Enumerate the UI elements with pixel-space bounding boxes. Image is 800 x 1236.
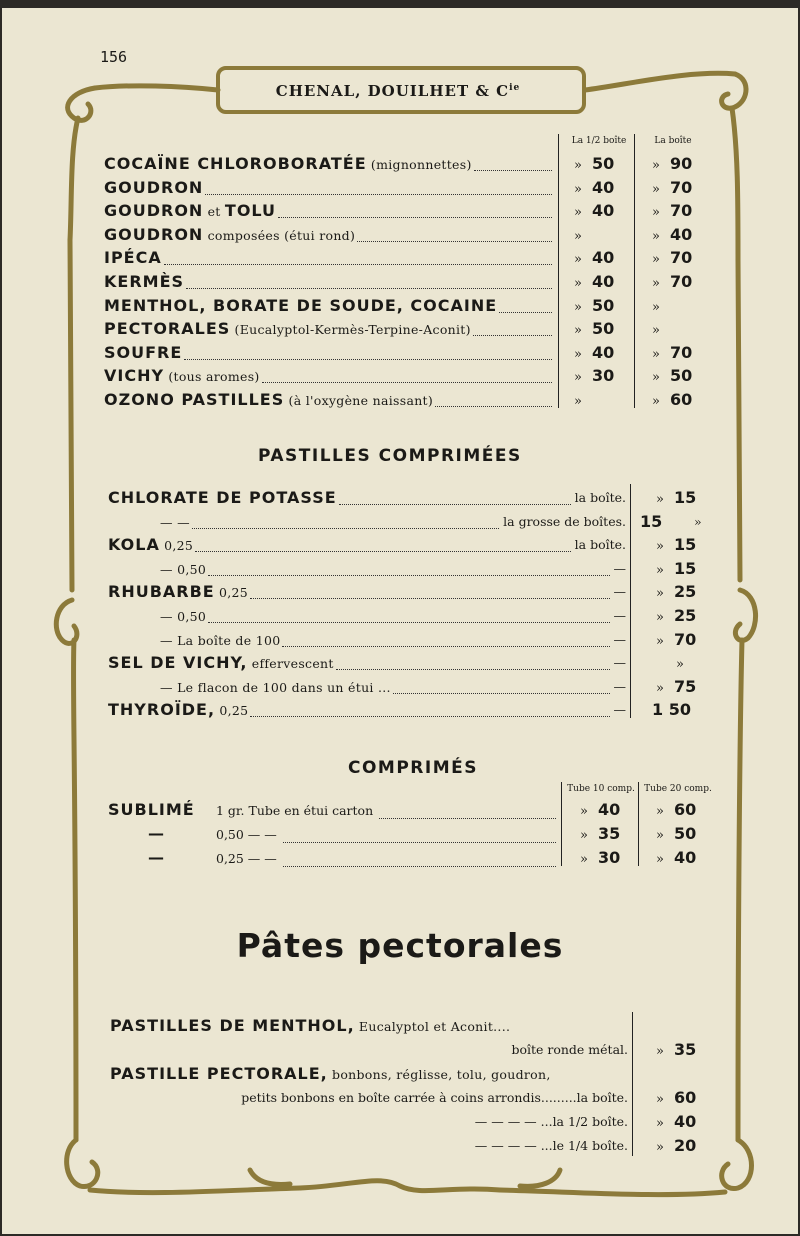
quote-mark: » (574, 158, 582, 173)
quote-mark: » (574, 205, 582, 221)
quote-mark: » (656, 828, 664, 843)
quote-mark: » (652, 323, 660, 339)
product-detail: — — — — ...le 1/4 boîte. (474, 1138, 628, 1153)
product-name (108, 535, 193, 554)
price (656, 677, 696, 696)
product-name-text: GOUDRON (104, 177, 204, 197)
quote-mark: » (574, 181, 582, 197)
price (656, 1088, 696, 1107)
product-name (108, 653, 334, 672)
col-header-tube10: Tube 10 comp. (567, 784, 635, 794)
price-half-box (574, 178, 614, 197)
quote-mark: » (574, 252, 582, 268)
product-name (160, 512, 190, 531)
product-name-text: IPÉCA (104, 248, 162, 268)
price-value: 15 (673, 488, 697, 507)
dot-leader (282, 646, 609, 647)
price-half-box (574, 390, 592, 409)
product-desc: 1 gr. Tube en étui carton (216, 803, 374, 818)
price-value: 40 (591, 177, 615, 197)
quote-mark: » (652, 370, 660, 386)
price-value: 60 (673, 800, 697, 819)
price (656, 559, 696, 578)
dot-leader (192, 528, 499, 529)
product-desc: 0,25 (159, 538, 194, 554)
unit-label: — (613, 608, 626, 623)
product-desc: effervescent (247, 656, 334, 672)
publisher-suffix: C (496, 82, 510, 100)
quote-mark: » (652, 205, 660, 221)
product-desc: (Eucalyptol-Kermès-Terpine-Aconit) (230, 322, 471, 338)
product-name-text: SEL DE VICHY, (108, 653, 248, 673)
price-half-box (574, 366, 614, 385)
product-name-text: GOUDRON (104, 224, 204, 244)
price-box (652, 319, 670, 338)
product-desc: (tous aromes) (164, 369, 260, 385)
price-tube20 (656, 800, 696, 819)
price-value: 30 (597, 848, 621, 867)
dot-leader (499, 312, 552, 313)
product-detail: petits bonbons en boîte carrée à coins arrondis.........la boîte. (241, 1090, 628, 1105)
product-desc: — — (160, 514, 190, 530)
product-name-text: CHLORATE DE POTASSE (108, 488, 337, 507)
quote-mark: » (652, 252, 660, 268)
dot-leader (250, 716, 609, 717)
product-name (104, 248, 162, 267)
price-value: 30 (591, 366, 615, 386)
price-half-box (574, 296, 614, 315)
unit-label: la boîte. (574, 490, 626, 505)
price-value: 75 (673, 676, 697, 696)
price-half-box (574, 272, 614, 291)
product-desc: 0,25 — — (216, 851, 277, 866)
product-detail: boîte ronde métal. (511, 1042, 628, 1057)
price-value: 35 (597, 824, 621, 843)
product-desc: 0,50 — — (216, 827, 277, 842)
price-value: 15 (673, 558, 697, 578)
col-header-tube20: Tube 20 comp. (644, 784, 712, 794)
product-name (110, 1016, 510, 1035)
price-box (652, 225, 692, 244)
product-name (104, 366, 260, 385)
price (676, 653, 694, 672)
product-name-text: GOUDRON (104, 201, 204, 221)
price-value: 15 (673, 535, 697, 555)
publisher-suffix-sup: ie (509, 83, 521, 93)
price-box (652, 296, 670, 315)
section-title-comprimes: COMPRIMÉS (348, 758, 478, 778)
quote-mark: » (574, 346, 582, 362)
product-desc: 0,25 (215, 703, 249, 719)
price-value: 25 (673, 606, 697, 625)
product-desc: — 0,50 (160, 561, 207, 577)
product-desc: 0,25 (214, 585, 249, 601)
quote-mark: » (652, 181, 660, 197)
price-value: 70 (669, 201, 693, 221)
price-value: 40 (591, 248, 615, 268)
quote-mark: » (652, 394, 660, 409)
product-name (104, 178, 203, 197)
price-value: 70 (669, 342, 693, 362)
quote-mark: » (656, 539, 664, 555)
connector: et (203, 204, 225, 220)
product-name-text: SOUFRE (104, 342, 183, 362)
column-rule (630, 484, 631, 718)
product-name (104, 225, 355, 244)
price (640, 512, 662, 531)
dot-leader (283, 842, 556, 843)
product-name-text: THYROÏDE, (108, 700, 216, 720)
price (656, 1136, 696, 1155)
product-desc: (mignonnettes) (366, 157, 472, 172)
quote-mark: » (656, 1140, 664, 1155)
price-box (652, 248, 692, 267)
price-half-box (574, 154, 614, 173)
dot-leader (208, 575, 609, 576)
dot-leader (357, 241, 552, 242)
product-desc: — Le flacon de 100 dans un étui ... (160, 679, 391, 695)
unit-label: — (613, 655, 626, 671)
page-number: 156 (100, 48, 128, 66)
dot-leader (339, 504, 571, 505)
price (656, 1112, 696, 1131)
price-half-box (574, 225, 592, 244)
product-name-text: KERMÈS (104, 272, 185, 291)
price-value: 60 (669, 390, 693, 409)
product-name-text: PECTORALES (104, 319, 231, 339)
price-value: 50 (591, 295, 615, 315)
dot-leader (195, 551, 570, 552)
product-desc: (à l'oxygène naissant) (284, 393, 434, 408)
price-box (652, 343, 692, 362)
quote-mark: » (574, 276, 582, 291)
quote-mark: » (656, 1116, 664, 1131)
product-name (160, 630, 280, 649)
product-name-text: COCAÏNE CHLOROBORATÉE (104, 154, 367, 173)
quote-mark: » (652, 346, 660, 362)
publisher-header (228, 82, 568, 100)
product-name-text: OZONO PASTILLES (104, 390, 285, 409)
product-name (160, 559, 206, 578)
unit-label: — (613, 584, 626, 600)
price-value: 50 (673, 824, 697, 843)
column-rule (638, 782, 639, 866)
quote-mark: » (656, 633, 664, 649)
quote-mark: » (656, 680, 664, 696)
price-tube10 (580, 800, 620, 819)
quote-mark: » (652, 228, 660, 244)
product-name (104, 390, 433, 409)
price (656, 535, 696, 554)
product-desc: bonbons, réglisse, tolu, goudron, (327, 1067, 551, 1082)
product-detail: — — — — ...la 1/2 boîte. (474, 1114, 628, 1129)
product-name (104, 296, 497, 315)
price (656, 1040, 696, 1059)
price-value: 70 (673, 629, 697, 649)
product-name-text: TOLU (224, 201, 277, 221)
product-name (110, 1064, 551, 1083)
quote-mark: » (656, 610, 664, 625)
dot-leader (262, 382, 552, 383)
col-header-box: La boîte (654, 136, 692, 146)
unit-label: la boîte. (574, 537, 626, 553)
quote-mark: » (656, 1092, 664, 1107)
price (656, 630, 696, 649)
dot-leader (205, 194, 552, 195)
product-name (160, 677, 391, 696)
product-name-text: MENTHOL, BORATE DE SOUDE, COCAINE (104, 295, 498, 315)
price-value: 70 (669, 177, 693, 197)
price-value: 1 50 (652, 700, 691, 720)
product-name (108, 582, 248, 601)
price-value: 60 (673, 1088, 697, 1107)
column-rule (632, 1012, 633, 1156)
price-tube20 (656, 824, 696, 843)
quote-mark: » (656, 1044, 664, 1059)
price-value: 50 (669, 366, 693, 386)
quote-mark: » (656, 492, 664, 507)
price-tube10 (580, 848, 620, 867)
product-name-text: RHUBARBE (108, 582, 215, 602)
quote-mark: » (574, 299, 582, 315)
price-value: 50 (591, 319, 615, 339)
product-name (108, 488, 337, 507)
dot-leader (278, 217, 552, 218)
price-tube10 (580, 824, 620, 843)
price-value: 50 (591, 154, 615, 173)
quote-mark: » (652, 158, 660, 173)
product-name: — (148, 848, 165, 867)
price (656, 606, 696, 625)
product-desc: — 0,50 (160, 609, 207, 624)
quote-mark: » (580, 804, 588, 819)
price-half-box (574, 201, 614, 220)
price-box (652, 366, 692, 385)
unit-label: — (613, 631, 626, 647)
unit-label: — (613, 678, 626, 694)
publisher-name: CHENAL, DOUILHET & (275, 82, 490, 100)
product-name (108, 700, 248, 719)
dot-leader (283, 866, 556, 867)
price-value: 35 (673, 1040, 697, 1059)
price-half-box (574, 343, 614, 362)
quote-mark: » (656, 562, 664, 578)
section-title-pates-pectorales: Pâtes pectorales (236, 926, 564, 965)
dot-leader (473, 335, 552, 336)
price-half-box (574, 248, 614, 267)
product-name (104, 272, 184, 291)
price-value: 40 (673, 1112, 697, 1131)
price-box (652, 178, 692, 197)
price-value: 40 (591, 342, 615, 362)
dot-leader (184, 359, 552, 360)
product-name-text: VICHY (104, 366, 165, 386)
product-name: SUBLIMÉ (108, 800, 195, 819)
quote-mark: » (574, 228, 582, 244)
column-rule (558, 134, 559, 408)
price-value: 70 (669, 272, 693, 291)
product-name (104, 319, 471, 338)
product-name (104, 201, 276, 220)
price-value: 20 (673, 1136, 697, 1155)
dot-leader (393, 693, 610, 694)
quote-mark: » (580, 828, 588, 843)
unit-label: la grosse de boîtes. (503, 513, 626, 529)
quote-mark: » (652, 299, 660, 315)
quote-mark: » (656, 804, 664, 819)
price-box (652, 154, 692, 173)
dot-leader (379, 818, 556, 819)
product-desc: composées (étui rond) (203, 227, 356, 243)
dot-leader (186, 288, 552, 289)
price-value: 40 (669, 224, 693, 244)
quote-mark: » (652, 276, 660, 291)
product-name-text: KOLA (108, 535, 160, 555)
price-value: 40 (597, 800, 621, 819)
quote-mark: » (656, 852, 664, 867)
product-name (160, 606, 206, 625)
price-half-box (574, 319, 614, 338)
price-value: 40 (591, 201, 615, 221)
price-value: 25 (673, 582, 697, 602)
quote-mark: » (694, 513, 702, 529)
dot-leader (435, 406, 552, 407)
product-name-text: PASTILLE PECTORALE, (110, 1064, 328, 1083)
price (656, 488, 696, 507)
price (652, 700, 691, 719)
price-value: 90 (669, 154, 693, 173)
unit-label: — (613, 702, 626, 718)
product-name-text: PASTILLES DE MENTHOL, (110, 1016, 355, 1035)
price-box (652, 272, 692, 291)
price-value: 40 (591, 272, 615, 291)
quote-mark: » (656, 586, 664, 602)
product-desc: — La boîte de 100 (160, 632, 281, 648)
dot-leader (474, 170, 552, 171)
col-header-half-box: La 1/2 boîte (571, 136, 627, 146)
quote-mark: » (574, 323, 582, 339)
price (656, 582, 696, 601)
quote-mark: » (676, 657, 684, 673)
column-rule (634, 134, 635, 408)
dot-leader (164, 264, 552, 265)
quote-mark: » (580, 852, 588, 867)
quote-mark: » (574, 370, 582, 386)
price-box (652, 390, 692, 409)
dot-leader (336, 669, 610, 670)
price-tube20 (656, 848, 696, 867)
price-box (652, 201, 692, 220)
product-desc: Eucalyptol et Aconit.... (354, 1019, 511, 1034)
unit-label: — (613, 560, 626, 576)
product-name (104, 343, 182, 362)
price-value: 40 (673, 848, 697, 867)
product-name: — (148, 824, 165, 843)
section-title-pastilles-comprimees: PASTILLES COMPRIMÉES (258, 446, 522, 466)
dot-leader (208, 622, 609, 623)
price-value: 15 (640, 511, 663, 531)
product-name (104, 154, 472, 173)
dot-leader (250, 598, 609, 599)
price-value: 70 (669, 248, 693, 268)
quote-mark: » (574, 394, 582, 409)
column-rule (561, 782, 562, 866)
